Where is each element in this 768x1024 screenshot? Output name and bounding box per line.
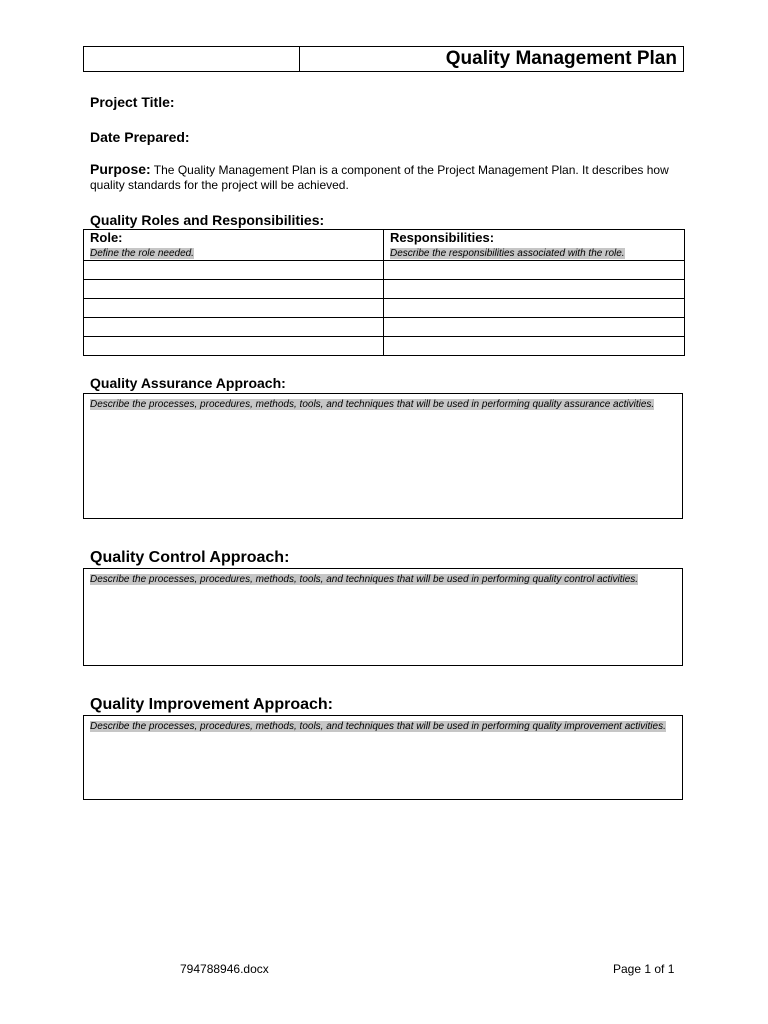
document-title: Quality Management Plan xyxy=(445,48,677,69)
footer-filename: 794788946.docx xyxy=(180,962,269,976)
improvement-box[interactable] xyxy=(83,715,683,800)
table-row xyxy=(84,261,685,280)
role-cell[interactable] xyxy=(84,280,384,299)
roles-heading: Quality Roles and Responsibilities: xyxy=(90,212,325,228)
assurance-hint: Describe the processes, procedures, methods, tools, and techniques that will be used in performing quality assurance activities. xyxy=(90,399,655,410)
control-hint: Describe the processes, procedures, methods, tools, and techniques that will be used in performing quality control activities. xyxy=(90,574,639,585)
role-cell[interactable] xyxy=(84,337,384,356)
purpose-label: Purpose: xyxy=(90,161,151,177)
responsibilities-cell[interactable] xyxy=(384,318,685,337)
improvement-hint: Describe the processes, procedures, methods, tools, and techniques that will be used in performing quality improvement activities. xyxy=(90,721,666,732)
responsibilities-header-cell xyxy=(384,230,685,261)
responsibilities-cell[interactable] xyxy=(384,261,685,280)
assurance-heading: Quality Assurance Approach: xyxy=(90,375,286,391)
role-header-cell xyxy=(84,230,384,261)
purpose-paragraph xyxy=(90,162,685,193)
table-row xyxy=(84,299,685,318)
document-title-box xyxy=(83,46,684,72)
table-row xyxy=(84,337,685,356)
responsibilities-cell[interactable] xyxy=(384,299,685,318)
assurance-box[interactable] xyxy=(83,393,683,519)
role-hint: Define the role needed. xyxy=(90,248,194,259)
role-cell[interactable] xyxy=(84,318,384,337)
title-box-empty-cell xyxy=(84,47,300,71)
role-cell[interactable] xyxy=(84,299,384,318)
responsibilities-cell[interactable] xyxy=(384,280,685,299)
control-heading: Quality Control Approach: xyxy=(90,549,290,566)
improvement-heading: Quality Improvement Approach: xyxy=(90,696,333,713)
control-box[interactable] xyxy=(83,568,683,666)
table-row xyxy=(84,318,685,337)
roles-table xyxy=(83,229,685,356)
footer-page-number: Page 1 of 1 xyxy=(613,962,675,976)
responsibilities-hint: Describe the responsibilities associated with the role. xyxy=(390,248,625,259)
table-row xyxy=(84,280,685,299)
responsibilities-cell[interactable] xyxy=(384,337,685,356)
roles-table-header-row xyxy=(84,230,685,261)
purpose-text: The Quality Management Plan is a component of the Project Management Plan. It describes how quality standards for the project will be achieved. xyxy=(90,163,669,192)
role-cell[interactable] xyxy=(84,261,384,280)
role-column-header: Role: xyxy=(90,230,123,245)
project-title-label: Project Title: xyxy=(90,94,175,110)
date-prepared-label: Date Prepared: xyxy=(90,129,190,145)
responsibilities-column-header: Responsibilities: xyxy=(390,230,495,245)
